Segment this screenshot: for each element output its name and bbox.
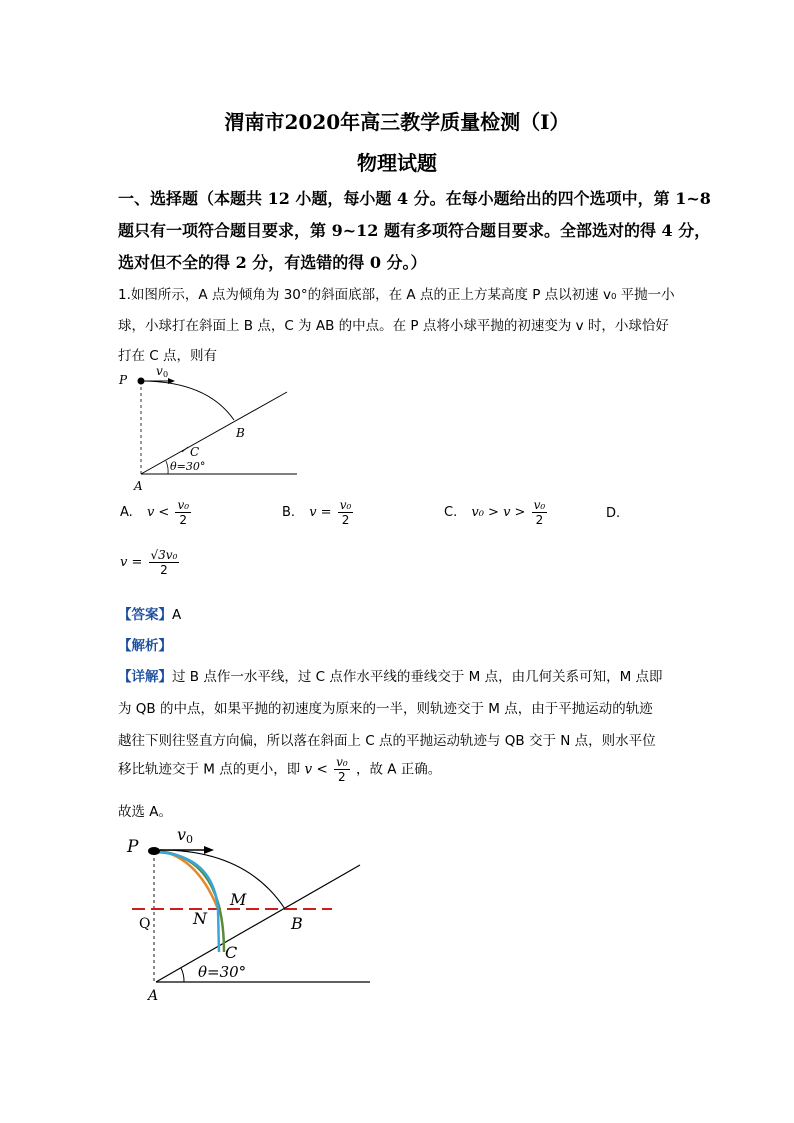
option-d-numerator: √3v₀ [150, 548, 178, 562]
option-b-denominator: 2 [341, 513, 350, 527]
figure-2 [120, 824, 370, 1014]
option-c-label: C. [444, 505, 458, 520]
detail-line1-text: 过 B 点作一水平线，过 C 点作水平线的垂线交于 M 点，由几何关系可知，M 点即 [172, 669, 663, 685]
trajectory-original [154, 850, 285, 909]
label-c: C [190, 445, 200, 459]
label-angle: θ=30° [198, 963, 247, 981]
option-b-label: B. [282, 505, 296, 520]
question-line2: 球，小球打在斜面上 B 点，C 为 AB 的中点。在 P 点将小球平抛的初速变为 v 时，小球恰好 [118, 318, 669, 334]
option-a-numerator: v₀ [177, 498, 190, 512]
label-m: M [230, 890, 247, 909]
label-angle: θ=30° [170, 460, 206, 473]
option-c-denominator: 2 [535, 513, 544, 527]
label-v-sub: 0 [186, 833, 193, 846]
analysis-tag: 【解析】 [118, 638, 172, 654]
question-line3: 打在 C 点，则有 [118, 348, 218, 364]
label-v: v [156, 364, 163, 378]
angle-arc [181, 968, 184, 982]
page-subtitle: 物理试题 [357, 151, 437, 175]
trajectory-curve [141, 381, 234, 420]
label-p: P [119, 373, 128, 387]
label-v-sub: 0 [163, 370, 169, 379]
section-header-line1: 一、选择题（本题共 12 小题，每小题 4 分。在每小题给出的四个选项中，第 1~8 [118, 189, 711, 208]
option-d [120, 548, 181, 577]
option-c-numerator: v₀ [533, 498, 546, 512]
section-header-line2: 题只有一项符合题目要求，第 9~12 题有多项符合题目要求。全部选对的得 4 分， [118, 221, 711, 240]
question-line1: 1.如图所示，A 点为倾角为 30°的斜面底部，在 A 点的正上方某高度 P 点以初速 v₀ 平抛一小 [118, 287, 675, 303]
angle-arc [166, 461, 168, 474]
option-a-fraction [175, 498, 191, 527]
trajectory-blue [154, 852, 219, 952]
option-c-fraction [532, 498, 548, 527]
point-p [148, 847, 160, 855]
detail-line2: 为 QB 的中点，如果平抛的初速度为原来的一半，则轨迹交于 M 点，由于平抛运动的轨迹 [118, 701, 653, 717]
option-a-denominator: 2 [179, 513, 188, 527]
conclusion-line: 故选 A。 [118, 804, 173, 820]
option-b-fraction [338, 498, 354, 527]
detail-line4-fraction [334, 755, 350, 784]
answer-line [118, 603, 181, 623]
option-a [120, 498, 193, 527]
option-a-label: A. [120, 505, 133, 520]
option-d-relation: v = [120, 555, 143, 570]
detail-line4-relation: v < [304, 761, 328, 778]
detail-tag: 【详解】 [118, 669, 172, 685]
figure-1 [112, 362, 312, 494]
label-a: A [134, 479, 143, 493]
detail-line4 [118, 755, 441, 784]
page-title: 渭南市2020年高三教学质量检测（Ⅰ） [224, 110, 570, 134]
option-a-relation: v < [146, 505, 170, 520]
incline-line [156, 865, 360, 982]
velocity-arrowhead [204, 846, 214, 854]
tick-mark [182, 447, 188, 452]
option-c [444, 498, 549, 527]
label-a: A [148, 988, 159, 1004]
detail-line1 [118, 665, 663, 685]
label-v: v [177, 825, 187, 844]
detail-line4-numerator: v₀ [336, 755, 348, 769]
label-n: N [193, 909, 207, 928]
option-c-relation: v₀ > v > [471, 505, 526, 520]
label-c: C [225, 943, 238, 962]
detail-line4-denominator: 2 [338, 770, 346, 784]
option-b-numerator: v₀ [339, 498, 352, 512]
option-d-label: D. [606, 506, 621, 521]
detail-line4-post: ，故 A 正确。 [355, 761, 442, 778]
label-b: B [236, 426, 245, 440]
label-q: Q [139, 916, 151, 932]
label-b: B [291, 914, 303, 933]
detail-line3: 越往下则往竖直方向偏，所以落在斜面上 C 点的平抛运动轨迹与 QB 交于 N 点，则水平位 [118, 733, 656, 749]
option-b [282, 498, 355, 527]
answer-tag: 【答案】 [118, 607, 172, 623]
analysis-line [118, 634, 172, 654]
option-b-relation: v = [309, 505, 332, 520]
label-p: P [127, 837, 139, 857]
detail-line4-pre: 移比轨迹交于 M 点的更小，即 [118, 761, 301, 778]
incline-line [141, 392, 287, 474]
section-header-line3: 选对但不全的得 2 分，有选错的得 0 分。） [118, 253, 427, 272]
option-d-fraction [149, 548, 180, 577]
option-d-denominator: 2 [160, 563, 168, 577]
answer-value: A [172, 607, 182, 623]
